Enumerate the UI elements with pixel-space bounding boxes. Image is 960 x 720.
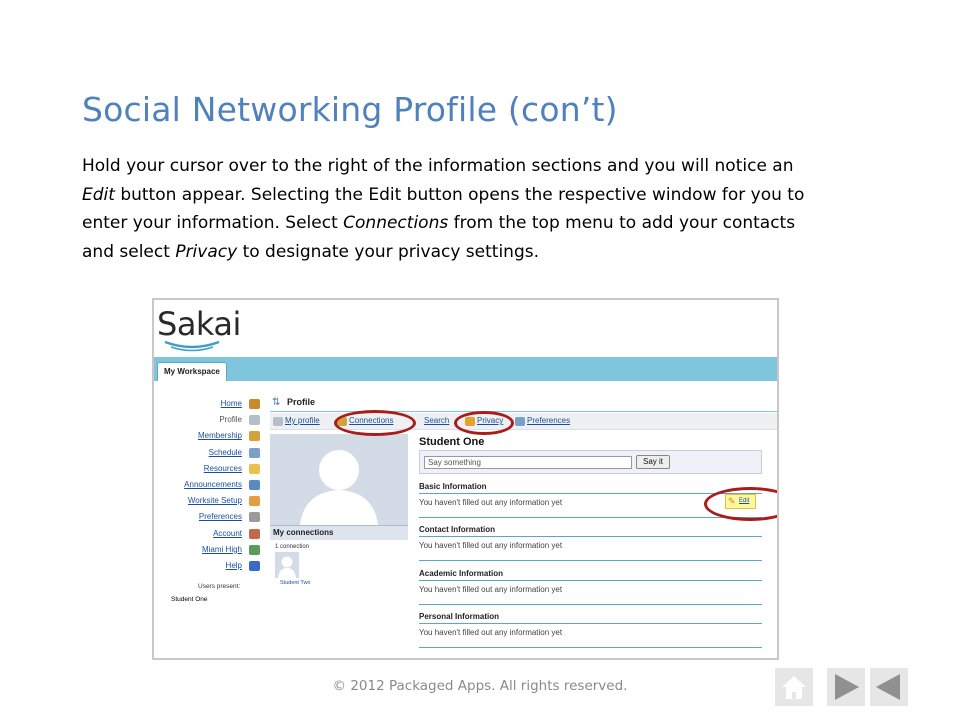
connection-avatar[interactable] [275,552,299,578]
nav-item-schedule[interactable] [154,445,264,461]
profile-photo [270,434,408,525]
section-contact-information [419,525,762,550]
nav-item-preferences[interactable] [154,509,264,525]
body-emphasis-privacy: Privacy [175,241,238,262]
status-input[interactable]: Say something [424,456,632,469]
profile-header [270,394,779,412]
connection-avatar-icon [275,552,299,578]
menu-privacy[interactable]: Privacy [477,416,504,425]
help-icon [249,561,260,571]
section-divider [419,604,762,605]
section-title: Personal Information [419,612,762,624]
calendar-icon [249,448,260,458]
highlight-circle-edit [704,487,779,521]
copyright-footer: © 2012 Packaged Apps. All rights reserved. [332,678,628,694]
nav-item-worksite-setup[interactable] [154,493,264,509]
student-name: Student One [419,436,485,448]
menu-connections[interactable]: Connections [349,416,394,425]
section-title: Basic Information [419,482,762,494]
status-update-box [419,450,762,474]
nav-item-announcements[interactable] [154,477,264,493]
nav-item-label: Membership [197,431,242,441]
nav-item-label: Profile [219,415,242,425]
nav-item-miami-high[interactable] [154,542,264,558]
home-nav-button[interactable] [775,668,813,706]
nav-item-label: Announcements [184,479,242,489]
say-it-button[interactable]: Say it [636,455,670,469]
tab-my-workspace[interactable]: My Workspace [157,362,227,381]
nav-item-label: Worksite Setup [187,496,242,506]
preferences-icon [515,417,525,426]
nav-item-label: Resources [203,463,242,473]
body-text-1: Hold your cursor over to the right of the information sections and you will notice an [82,156,794,176]
section-empty-text: You haven't filled out any information yet [419,585,563,594]
body-text-2: button appear. Selecting the Edit button opens the respective window for you to enter your information. Select [82,184,805,233]
next-slide-button[interactable] [827,668,865,706]
sakai-logo [157,305,241,352]
section-title: Academic Information [419,569,762,581]
previous-slide-button[interactable] [870,668,908,706]
logo-text: Sakai [157,305,241,343]
body-text-4: to designate your privacy settings. [237,241,540,262]
sakai-screenshot [152,298,779,660]
home-icon [249,399,260,409]
nav-item-label: Preferences [198,512,242,522]
nav-item-label: Miami High [201,544,242,554]
nav-item-resources[interactable] [154,461,264,477]
gear-icon [249,512,260,522]
highlight-circle-connections [334,410,416,436]
previous-arrow-icon [870,668,908,706]
connection-name-link[interactable]: Student Two [280,580,311,586]
section-divider [419,647,762,648]
default-avatar-icon [270,434,408,525]
slide-body [82,152,822,266]
body-text-3: from the top menu to add your contacts and select [82,213,796,262]
body-emphasis-connections: Connections [343,213,449,233]
section-divider [419,517,762,518]
menu-search[interactable]: Search [424,416,450,425]
users-present-label: Users present: [198,583,241,590]
body-emphasis-edit: Edit [82,184,115,205]
next-arrow-icon [827,668,865,706]
section-divider [419,560,762,561]
nav-item-profile[interactable] [154,412,264,428]
profile-title: Profile [287,397,316,407]
pencil-icon: ✎ [728,496,736,506]
user-present-name: Student One [171,596,208,603]
nav-item-membership[interactable] [154,428,264,444]
highlight-circle-privacy [454,411,514,435]
profile-card-icon [249,415,260,425]
tool-menu [154,396,264,574]
nav-item-account[interactable] [154,526,264,542]
folder-icon [249,464,260,474]
menu-preferences[interactable]: Preferences [527,416,571,425]
megaphone-icon [249,480,260,490]
my-profile-icon [273,417,283,426]
site-tab-bar [154,357,779,381]
nav-item-label: Home [220,399,242,408]
refresh-icon[interactable]: ⇅ [272,397,281,408]
nav-item-help[interactable] [154,558,264,574]
connection-count: 1 connection [275,544,310,550]
my-connections-heading: My connections [270,525,408,540]
section-academic-information [419,569,762,594]
nav-item-home[interactable] [154,396,264,412]
logo-swoosh-icon [163,338,221,352]
edit-label: Edit [739,498,750,504]
worksite-icon [249,496,260,506]
slide-title: Social Networking Profile (con’t) [82,90,618,129]
section-personal-information [419,612,762,637]
section-empty-text: You haven't filled out any information yet [419,498,563,507]
nav-item-label: Help [225,560,242,570]
menu-my-profile[interactable]: My profile [285,416,320,425]
site-icon [249,545,260,555]
home-icon [775,668,813,706]
membership-icon [249,431,260,441]
account-icon [249,529,260,539]
nav-item-label: Schedule [208,447,242,457]
section-empty-text: You haven't filled out any information yet [419,541,563,550]
section-title: Contact Information [419,525,762,537]
nav-item-label: Account [213,528,242,538]
section-empty-text: You haven't filled out any information yet [419,628,563,637]
